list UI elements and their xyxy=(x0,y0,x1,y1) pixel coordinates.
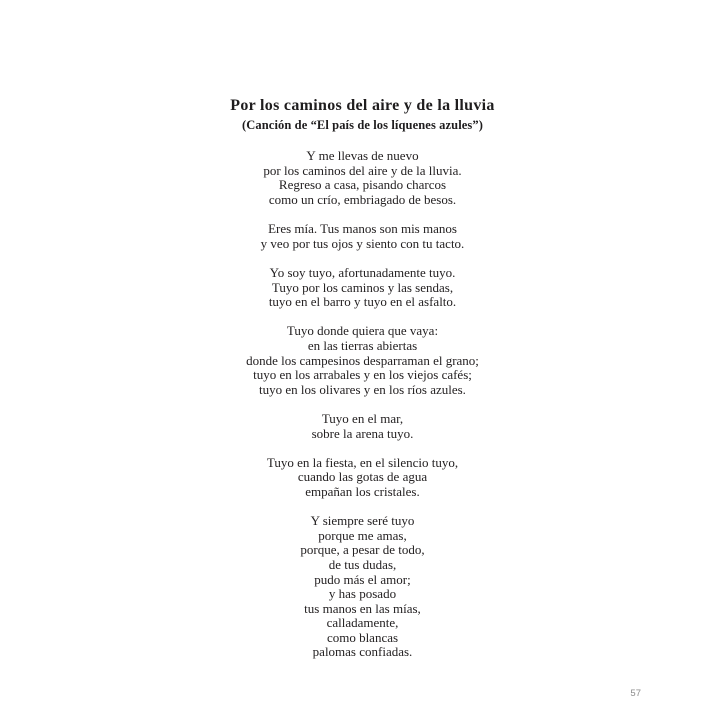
poem-line: tus manos en las mías, xyxy=(304,600,421,616)
poem-line: Y me llevas de nuevo xyxy=(306,148,419,164)
poem-line: cuando las gotas de agua xyxy=(297,469,428,485)
poem-line: Tuyo donde quiera que vaya: xyxy=(286,323,439,339)
stanza xyxy=(0,266,725,310)
page-number: 57 xyxy=(630,688,641,699)
poem-line: pudo más el amor; xyxy=(314,571,411,587)
poem-line: porque me amas, xyxy=(318,527,407,543)
poem-line: Yo soy tuyo, afortunadamente tuyo. xyxy=(269,265,456,281)
poem-line: donde los campesinos desparraman el grano; xyxy=(246,352,479,368)
stanza xyxy=(0,514,725,660)
poem-line: empañan los cristales. xyxy=(305,483,420,499)
poem-line: como blancas xyxy=(326,629,399,645)
stanza xyxy=(0,412,725,441)
poem-line: sobre la arena tuyo. xyxy=(311,425,414,441)
poem-line: Tuyo en la fiesta, en el silencio tuyo, xyxy=(266,454,459,470)
poem-line: tuyo en el barro y tuyo en el asfalto. xyxy=(268,294,457,310)
poem-line: y has posado xyxy=(328,586,397,602)
poem-line: como un crío, embriagado de besos. xyxy=(268,192,457,208)
poem-title: Por los caminos del aire y de la lluvia xyxy=(230,97,495,114)
poem-line: tuyo en los olivares y en los ríos azules. xyxy=(259,381,466,397)
stanza xyxy=(0,456,725,500)
poem-line: palomas confiadas. xyxy=(312,644,413,660)
stanza xyxy=(0,149,725,207)
poem-subtitle: (Canción de “El país de los líquenes azules”) xyxy=(242,117,483,132)
poem-line: de tus dudas, xyxy=(328,556,397,572)
poem-line: calladamente, xyxy=(326,615,399,631)
poem-line: Regreso a casa, pisando charcos xyxy=(278,177,447,193)
poem-line: tuyo en los arrabales y en los viejos cafés; xyxy=(253,367,472,383)
poem-body xyxy=(0,149,725,660)
poem-line: Tuyo en el mar, xyxy=(321,410,404,426)
poem-line: Eres mía. Tus manos son mis manos xyxy=(268,221,457,237)
poem-line: Y siempre seré tuyo xyxy=(310,513,415,529)
poem-line: Tuyo por los caminos y las sendas, xyxy=(271,279,454,295)
stanza xyxy=(0,222,725,251)
stanza xyxy=(0,324,725,397)
poem-line: porque, a pesar de todo, xyxy=(300,542,425,558)
poem-content xyxy=(0,97,725,660)
poem-line: y veo por tus ojos y siento con tu tacto. xyxy=(260,235,465,251)
poem-line: por los caminos del aire y de la lluvia. xyxy=(263,162,462,178)
poem-line: en las tierras abiertas xyxy=(307,338,418,353)
